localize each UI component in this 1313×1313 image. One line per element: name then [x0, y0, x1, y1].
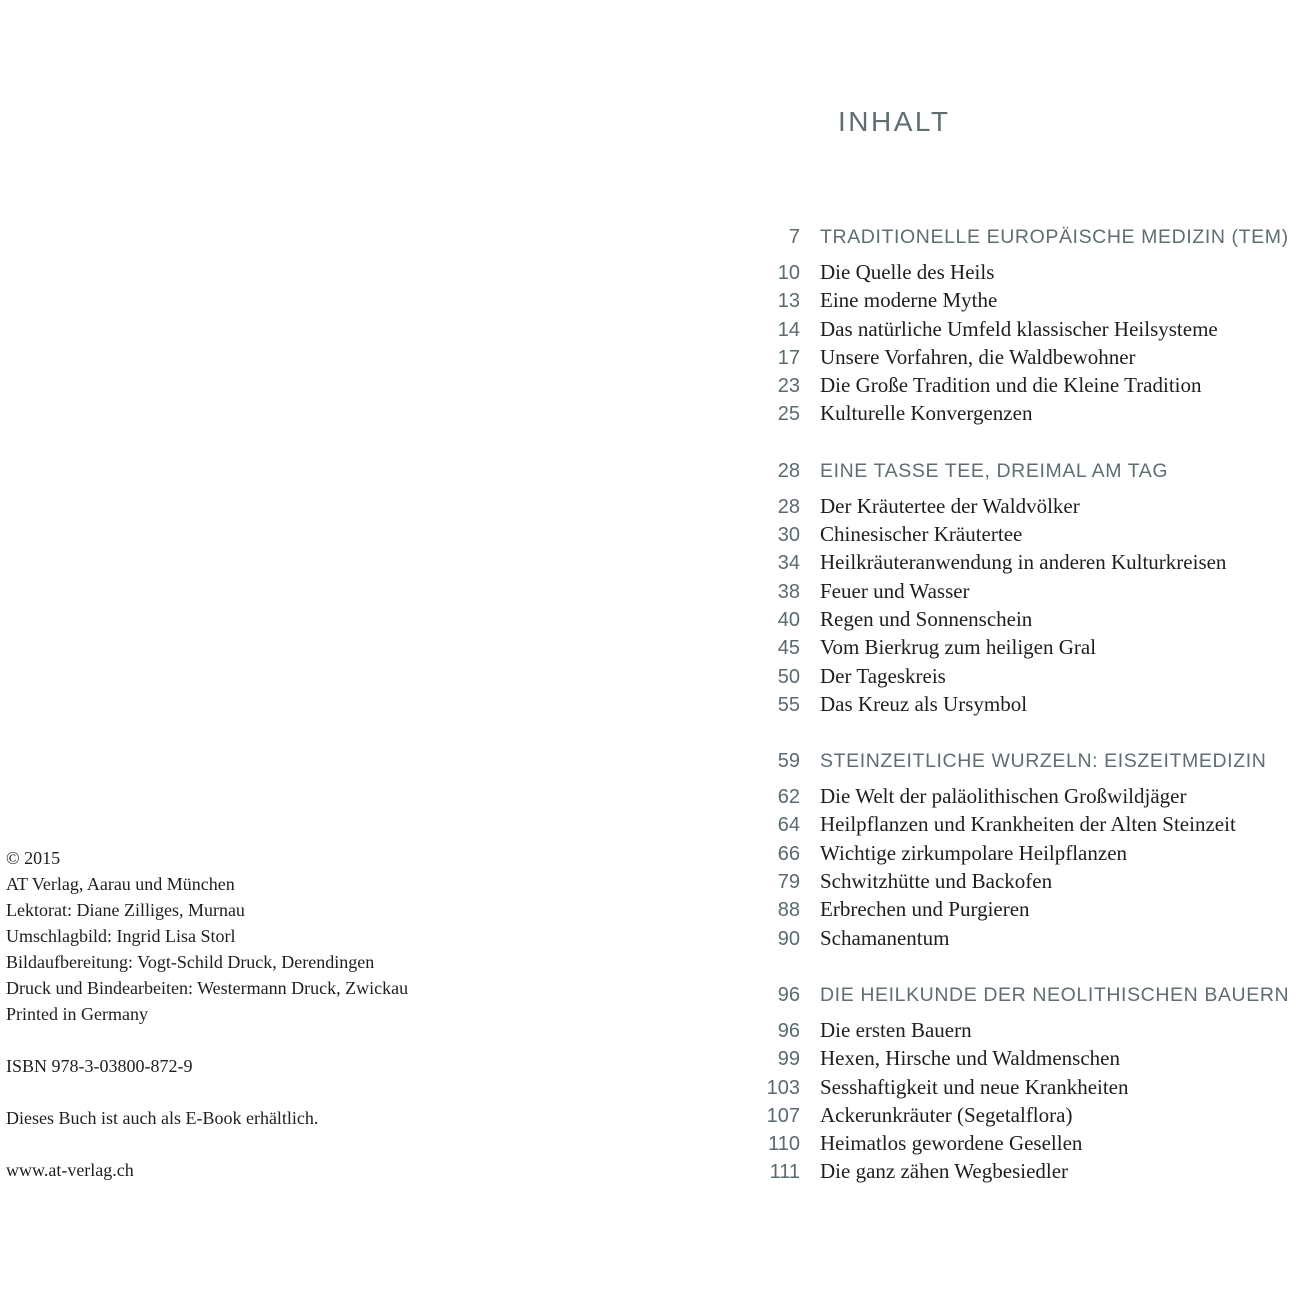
toc-section — [740, 460, 1313, 720]
toc-entry-title: Die Große Tradition und die Kleine Tradition — [820, 373, 1202, 398]
toc-entry-page-number: 88 — [777, 899, 800, 922]
toc-entry-page-number: 99 — [777, 1048, 800, 1071]
imprint-printed-in: Printed in Germany — [6, 1004, 148, 1024]
toc-entry — [740, 401, 1313, 429]
toc-entry-page-number: 30 — [777, 524, 800, 547]
toc-entry-page-number: 90 — [777, 927, 800, 950]
toc-entry — [740, 607, 1313, 635]
toc-entry — [740, 345, 1313, 373]
toc-section-title: TRADITIONELLE EUROPÄISCHE MEDIZIN (TEM) — [820, 226, 1289, 248]
toc-entry — [740, 550, 1313, 578]
imprint-publisher: AT Verlag, Aarau und München — [6, 874, 235, 894]
toc-entry-page-number: 110 — [768, 1133, 800, 1156]
toc-section-title: DIE HEILKUNDE DER NEOLITHISCHEN BAUERN — [820, 983, 1290, 1006]
toc-entry-page-number: 34 — [777, 552, 800, 575]
toc-entry-page-number: 28 — [777, 495, 800, 518]
toc-entry-page-number: 79 — [777, 871, 800, 894]
imprint-copyright: © 2015 — [6, 848, 61, 868]
toc-entry-page-number: 64 — [777, 814, 800, 837]
imprint-spacer — [6, 1131, 606, 1157]
toc-entry-title: Die Welt der paläolithischen Großwildjäger — [820, 784, 1187, 809]
toc-section-heading — [740, 750, 1313, 784]
imprint-isbn: ISBN 978-3-03800-872-9 — [6, 1056, 193, 1076]
toc-entry — [740, 288, 1313, 316]
toc-entry — [740, 692, 1313, 720]
table-of-contents — [740, 226, 1313, 1188]
toc-entry-title: Wichtige zirkumpolare Heilpflanzen — [820, 840, 1128, 865]
toc-entry — [740, 373, 1313, 401]
toc-entry-page-number: 111 — [769, 1161, 800, 1184]
toc-entry-title: Die ersten Bauern — [820, 1017, 972, 1042]
toc-entry-page-number: 23 — [777, 375, 800, 398]
toc-entry-title: Die Quelle des Heils — [820, 260, 995, 284]
toc-entry-page-number: 62 — [777, 786, 800, 809]
toc-entry-page-number: 40 — [777, 608, 800, 631]
toc-entry-title: Unsere Vorfahren, die Waldbewohner — [820, 344, 1136, 369]
toc-entry — [740, 1018, 1313, 1046]
toc-section — [740, 750, 1313, 954]
toc-entry — [740, 1131, 1313, 1159]
toc-section-heading — [740, 984, 1313, 1018]
imprint-spacer — [6, 1079, 606, 1105]
toc-entry — [740, 579, 1313, 607]
toc-entry — [740, 869, 1313, 897]
toc-entry — [740, 812, 1313, 840]
toc-entry-title: Der Kräutertee der Waldvölker — [820, 493, 1080, 518]
toc-section-title: EINE TASSE TEE, DREIMAL AM TAG — [820, 459, 1169, 482]
imprint-image-processing: Bildaufbereitung: Vogt-Schild Druck, Derendingen — [6, 952, 375, 972]
toc-section-heading — [740, 226, 1313, 260]
toc-entry-title: Heilpflanzen und Krankheiten der Alten Steinzeit — [820, 812, 1236, 837]
toc-entry-title: Heimatlos gewordene Gesellen — [820, 1131, 1083, 1156]
toc-entry-page-number: 50 — [777, 665, 800, 688]
toc-entry-title: Vom Bierkrug zum heiligen Gral — [820, 635, 1097, 660]
toc-entry — [740, 1103, 1313, 1131]
toc-entry-page-number: 45 — [777, 637, 800, 660]
toc-entry — [740, 784, 1313, 812]
toc-entry-page-number: 96 — [777, 1019, 800, 1042]
toc-entry — [740, 260, 1313, 288]
toc-section-page-number: 59 — [777, 750, 800, 773]
toc-entry — [740, 635, 1313, 663]
toc-section-page-number: 96 — [777, 983, 800, 1006]
toc-entry-page-number: 66 — [777, 842, 800, 865]
toc-section-heading — [740, 460, 1313, 494]
toc-entry-title: Regen und Sonnenschein — [820, 606, 1033, 631]
toc-entry-page-number: 103 — [766, 1076, 800, 1099]
toc-entry-title: Schwitzhütte und Backofen — [820, 869, 1053, 894]
toc-entry-title: Das natürliche Umfeld klassischer Heilsysteme — [820, 316, 1218, 341]
toc-section — [740, 984, 1313, 1188]
imprint-block — [6, 845, 606, 1183]
toc-title: INHALT — [838, 106, 951, 137]
toc-entry — [740, 1159, 1313, 1187]
toc-entry-page-number: 13 — [777, 290, 800, 313]
toc-entry-title: Eine moderne Mythe — [820, 288, 998, 313]
toc-entry-title: Sesshaftigkeit und neue Krankheiten — [820, 1074, 1129, 1099]
toc-entry-page-number: 17 — [777, 346, 800, 369]
toc-section-page-number: 7 — [788, 226, 800, 248]
toc-entry-title: Hexen, Hirsche und Waldmenschen — [820, 1046, 1120, 1071]
toc-entry — [740, 317, 1313, 345]
imprint-printing: Druck und Bindearbeiten: Westermann Druck, Zwickau — [6, 978, 409, 998]
imprint-cover: Umschlagbild: Ingrid Lisa Storl — [6, 926, 236, 946]
toc-entry — [740, 494, 1313, 522]
toc-entry-title: Erbrechen und Purgieren — [820, 897, 1030, 922]
toc-entry — [740, 1046, 1313, 1074]
toc-entry-title: Die ganz zähen Wegbesiedler — [820, 1159, 1069, 1184]
toc-entry-page-number: 25 — [777, 403, 800, 426]
toc-section-page-number: 28 — [777, 459, 800, 482]
toc-entry-page-number: 14 — [777, 318, 800, 341]
toc-entry-page-number: 55 — [777, 693, 800, 716]
toc-entry — [740, 897, 1313, 925]
toc-entry-title: Feuer und Wasser — [820, 578, 970, 603]
toc-entry-title: Ackerunkräuter (Segetalflora) — [820, 1102, 1073, 1127]
toc-entry — [740, 926, 1313, 954]
toc-entry-title: Schamanentum — [820, 925, 950, 950]
imprint-editor: Lektorat: Diane Zilliges, Murnau — [6, 900, 245, 920]
toc-entry-page-number: 38 — [777, 580, 800, 603]
toc-section — [740, 226, 1313, 430]
toc-entry — [740, 522, 1313, 550]
toc-entry-title: Das Kreuz als Ursymbol — [820, 691, 1028, 716]
imprint-website: www.at-verlag.ch — [6, 1160, 134, 1180]
toc-section-title: STEINZEITLICHE WURZELN: EISZEITMEDIZIN — [820, 750, 1267, 773]
imprint-spacer — [6, 1027, 606, 1053]
imprint-ebook-note: Dieses Buch ist auch als E-Book erhältlich. — [6, 1108, 319, 1128]
toc-entry — [740, 841, 1313, 869]
toc-entry-title: Der Tageskreis — [820, 663, 946, 688]
toc-entry-page-number: 10 — [777, 262, 800, 284]
toc-entry — [740, 1075, 1313, 1103]
toc-entry-title: Heilkräuteranwendung in anderen Kulturkreisen — [820, 550, 1227, 575]
toc-entry — [740, 664, 1313, 692]
toc-entry-page-number: 107 — [766, 1104, 800, 1127]
toc-entry-title: Chinesischer Kräutertee — [820, 522, 1023, 547]
toc-entry-title: Kulturelle Konvergenzen — [820, 401, 1033, 426]
